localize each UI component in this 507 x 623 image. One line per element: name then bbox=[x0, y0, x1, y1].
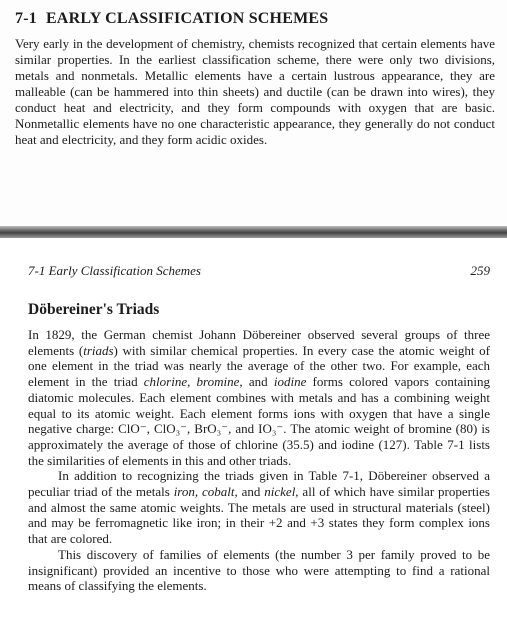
running-head-title: 7-1 Early Classification Schemes bbox=[28, 263, 201, 278]
italic-term: triads bbox=[83, 342, 114, 358]
page-number: 259 bbox=[470, 263, 490, 278]
lower-page bbox=[0, 238, 507, 623]
text-run: In addition to recognizing the triads given in Table 7-1, Döbereiner observed a peculiar triad of the metals bbox=[28, 468, 490, 500]
section-heading bbox=[15, 10, 328, 28]
page-divider bbox=[0, 226, 507, 238]
text-run: all of which have similar properties and almost the same atomic weights. The metals are used in structural materials (steel) and may be ferromagnetic like iron; in their +2 and +3 states they form complex ions that are colored. bbox=[28, 484, 490, 547]
text-run: In 1829, the German chemist Johann Döbereiner observed several groups of three elements ( bbox=[28, 327, 490, 358]
paragraph-families: This discovery of families of elements (the number 3 per family proved to be insignificant) provided an incentive to those who were attempting to find a rational means of classifying the elements. bbox=[28, 546, 490, 594]
text-run: forms colored vapors containing diatomic molecules. Each element combines with metals and has a combining weight equal to its atomic weight. Each element forms ions with oxygen that have a single negative charge: ClO⁻, ClO₃⁻, BrO₃⁻, and IO₃⁻. The atomic weight of bromine (80) is approximately the average of those of chlorine (35.5) and iodine (127). Table 7-1 lists the similarities of elements in this and other triads. bbox=[28, 374, 490, 468]
running-head bbox=[28, 263, 490, 279]
paragraph-iron-triad bbox=[28, 468, 490, 547]
italic-term: nickel, bbox=[264, 484, 299, 500]
section-title: EARLY CLASSIFICATION SCHEMES bbox=[45, 10, 329, 27]
text-run: and bbox=[242, 374, 274, 390]
section-number: 7-1 bbox=[15, 10, 37, 27]
italic-term: iron, cobalt, bbox=[173, 484, 238, 500]
italic-term: iodine bbox=[273, 374, 307, 390]
section-intro-paragraph: Very early in the development of chemistry, chemists recognized that certain elements have similar properties. In the earliest classification scheme, there were only two divisions, metals and nonmetals. Metallic elements have a certain lustrous appearance, they are malleable (can be hammered into thin sheets) and ductile (can be drawn into wires), they conduct heat and electricity, and they form compounds with oxygen that are basic. Nonmetallic elements have no one characteristic appearance, they generally do not conduct heat and electricity, and they form acidic oxides. bbox=[15, 36, 495, 147]
italic-term: chlorine, bromine, bbox=[143, 374, 243, 390]
paragraph-triads bbox=[28, 327, 490, 468]
text-run: ) with similar chemical properties. In every case the atomic weight of one element in the triad was nearly the average of the other two. For example, each element in the triad bbox=[28, 342, 490, 390]
body-text bbox=[28, 327, 490, 594]
upper-page bbox=[0, 0, 507, 226]
text-run: and bbox=[237, 484, 265, 500]
subsection-heading: Döbereiner's Triads bbox=[28, 301, 160, 318]
